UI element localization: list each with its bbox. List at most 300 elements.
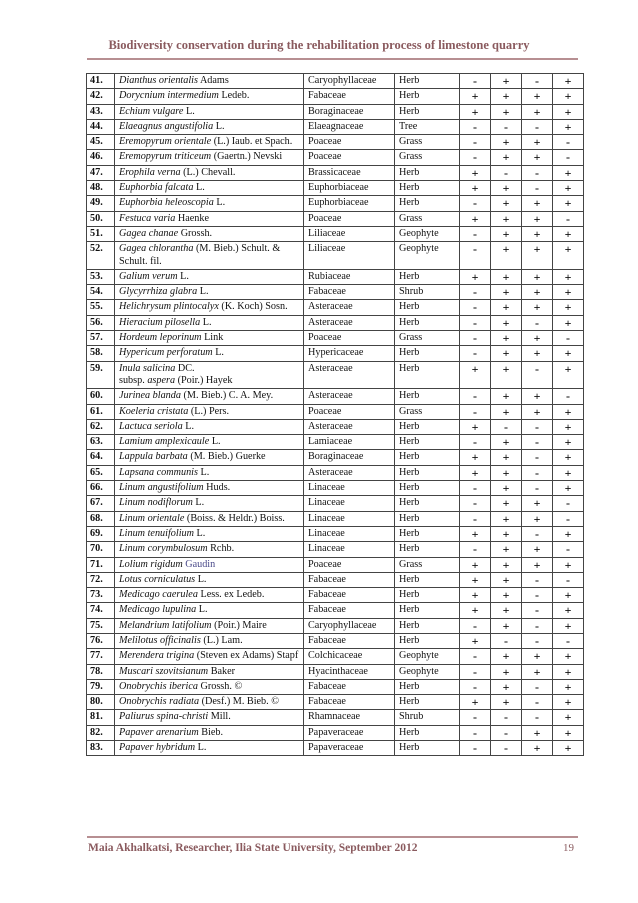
species-binomial: Linum nodiflorum: [119, 497, 193, 509]
presence-mark-2: +: [491, 269, 522, 284]
presence-mark-4: +: [553, 104, 584, 119]
species-name-cell: [115, 389, 304, 404]
presence-mark-4: +: [553, 361, 584, 389]
presence-mark-3: -: [522, 165, 553, 180]
presence-mark-2: +: [491, 664, 522, 679]
species-name-cell: [115, 572, 304, 587]
species-name-cell: [115, 557, 304, 572]
presence-mark-4: +: [553, 435, 584, 450]
life-form-cell: Geophyte: [395, 226, 460, 241]
table-row: [87, 618, 584, 633]
species-name-cell: [115, 633, 304, 648]
family-cell: Boraginaceae: [304, 450, 395, 465]
presence-mark-2: +: [491, 361, 522, 389]
species-binomial: Galium verum: [119, 270, 178, 282]
life-form-cell: Herb: [395, 435, 460, 450]
species-binomial: Euphorbia heleoscopia: [119, 197, 214, 209]
presence-mark-1: -: [460, 196, 491, 211]
table-row: [87, 725, 584, 740]
presence-mark-1: -: [460, 135, 491, 150]
presence-mark-2: +: [491, 389, 522, 404]
species-binomial: Paliurus spina-christi: [119, 711, 209, 723]
species-binomial: Koeleria cristata: [119, 405, 189, 417]
life-form-cell: Grass: [395, 150, 460, 165]
species-name-cell: [115, 74, 304, 89]
life-form-cell: Herb: [395, 465, 460, 480]
presence-mark-3: +: [522, 741, 553, 756]
species-name-cell: [115, 679, 304, 694]
presence-mark-2: +: [491, 557, 522, 572]
table-row: [87, 419, 584, 434]
species-binomial: Lolium rigidum: [119, 558, 183, 570]
species-name-cell: [115, 435, 304, 450]
species-binomial: Helichrysum plintocalyx: [119, 301, 219, 313]
table-row: [87, 741, 584, 756]
presence-mark-1: -: [460, 481, 491, 496]
row-number: 55.: [87, 300, 115, 315]
family-cell: Poaceae: [304, 135, 395, 150]
species-authority: (L.) Lam.: [200, 634, 243, 646]
presence-mark-4: -: [553, 211, 584, 226]
presence-mark-3: +: [522, 269, 553, 284]
family-cell: Papaveraceae: [304, 725, 395, 740]
table-row: [87, 496, 584, 511]
presence-mark-3: -: [522, 465, 553, 480]
species-authority: (M. Bieb.) Schult. & Schult. fil.: [119, 243, 281, 267]
species-authority: (L.) Chevall.: [180, 166, 236, 178]
family-cell: Asteraceae: [304, 361, 395, 389]
species-binomial: Papaver hybridum: [119, 742, 196, 754]
row-number: 62.: [87, 419, 115, 434]
species-binomial: Hieracium pilosella: [119, 316, 201, 328]
presence-mark-2: -: [491, 419, 522, 434]
species-authority: L.: [182, 420, 194, 432]
presence-mark-4: +: [553, 346, 584, 361]
presence-mark-1: +: [460, 269, 491, 284]
presence-mark-3: -: [522, 450, 553, 465]
row-number: 76.: [87, 633, 115, 648]
species-authority: L.: [192, 497, 205, 509]
presence-mark-1: +: [460, 557, 491, 572]
species-authority: Grossh.: [178, 227, 213, 239]
presence-mark-4: +: [553, 242, 584, 270]
row-number: 70.: [87, 542, 115, 557]
table-row: [87, 135, 584, 150]
species-authority: L.: [183, 105, 195, 117]
presence-mark-2: +: [491, 74, 522, 89]
species-binomial: Inula salicina: [119, 362, 176, 374]
row-number: 58.: [87, 346, 115, 361]
presence-mark-3: +: [522, 725, 553, 740]
species-binomial: Hypericum perforatum: [119, 347, 213, 359]
species-authority: Grossh. ©: [197, 680, 243, 692]
row-number: 80.: [87, 695, 115, 710]
family-cell: Asteraceae: [304, 300, 395, 315]
family-cell: Boraginaceae: [304, 104, 395, 119]
species-binomial: Medicago lupulina: [119, 604, 197, 616]
presence-mark-2: +: [491, 603, 522, 618]
presence-mark-4: +: [553, 89, 584, 104]
table-row: [87, 588, 584, 603]
family-cell: Colchicaceae: [304, 649, 395, 664]
presence-mark-1: +: [460, 526, 491, 541]
family-cell: Linaceae: [304, 496, 395, 511]
species-name-cell: [115, 404, 304, 419]
presence-mark-4: +: [553, 526, 584, 541]
family-cell: Poaceae: [304, 557, 395, 572]
presence-mark-3: +: [522, 285, 553, 300]
presence-mark-4: +: [553, 725, 584, 740]
species-name-cell: [115, 419, 304, 434]
life-form-cell: Herb: [395, 346, 460, 361]
presence-mark-2: +: [491, 526, 522, 541]
species-name-cell: [115, 710, 304, 725]
presence-mark-3: +: [522, 511, 553, 526]
presence-mark-1: +: [460, 450, 491, 465]
family-cell: Poaceae: [304, 211, 395, 226]
species-name-cell: [115, 346, 304, 361]
row-number: 79.: [87, 679, 115, 694]
species-authority: L.: [197, 466, 210, 478]
presence-mark-3: -: [522, 603, 553, 618]
row-number: 57.: [87, 331, 115, 346]
presence-mark-4: +: [553, 181, 584, 196]
presence-mark-1: -: [460, 404, 491, 419]
presence-mark-1: -: [460, 119, 491, 134]
life-form-cell: Grass: [395, 557, 460, 572]
row-number: 59.: [87, 361, 115, 389]
presence-mark-3: -: [522, 679, 553, 694]
presence-mark-1: +: [460, 695, 491, 710]
presence-mark-1: +: [460, 165, 491, 180]
presence-mark-4: +: [553, 465, 584, 480]
presence-mark-1: +: [460, 211, 491, 226]
species-authority: Rchb.: [207, 543, 235, 555]
species-binomial: Lappula barbata: [119, 451, 188, 463]
presence-mark-2: +: [491, 211, 522, 226]
row-number: 67.: [87, 496, 115, 511]
species-name-cell: [115, 481, 304, 496]
species-binomial: Onobrychis iberica: [119, 680, 198, 692]
species-binomial: Jurinea blanda: [119, 390, 181, 402]
species-binomial: Eremopyrum triticeum: [119, 151, 212, 163]
row-number: 63.: [87, 435, 115, 450]
presence-mark-3: +: [522, 649, 553, 664]
row-number: 42.: [87, 89, 115, 104]
life-form-cell: Herb: [395, 269, 460, 284]
page-footer: Maia Akhalkatsi, Researcher, Ilia State University, September 2012: [88, 842, 418, 854]
presence-mark-2: +: [491, 695, 522, 710]
family-cell: Poaceae: [304, 404, 395, 419]
species-binomial: Eremopyrum orientale: [119, 136, 212, 148]
species-name-cell: [115, 588, 304, 603]
presence-mark-2: +: [491, 285, 522, 300]
species-name-cell: [115, 511, 304, 526]
presence-mark-3: -: [522, 435, 553, 450]
presence-mark-2: +: [491, 135, 522, 150]
table-row: [87, 389, 584, 404]
species-authority: L.: [213, 197, 226, 209]
presence-mark-2: +: [491, 346, 522, 361]
presence-mark-4: +: [553, 196, 584, 211]
presence-mark-1: -: [460, 242, 491, 270]
species-name-cell: [115, 664, 304, 679]
presence-mark-3: +: [522, 242, 553, 270]
presence-mark-3: -: [522, 572, 553, 587]
species-binomial: Melilotus officinalis: [119, 634, 201, 646]
presence-mark-3: -: [522, 74, 553, 89]
life-form-cell: Herb: [395, 725, 460, 740]
presence-mark-2: +: [491, 331, 522, 346]
row-number: 48.: [87, 181, 115, 196]
family-cell: Fabaceae: [304, 695, 395, 710]
row-number: 75.: [87, 618, 115, 633]
presence-mark-4: +: [553, 450, 584, 465]
family-cell: Linaceae: [304, 542, 395, 557]
family-cell: Papaveraceae: [304, 741, 395, 756]
life-form-cell: Shrub: [395, 710, 460, 725]
row-number: 68.: [87, 511, 115, 526]
presence-mark-2: +: [491, 481, 522, 496]
row-number: 72.: [87, 572, 115, 587]
family-cell: Linaceae: [304, 481, 395, 496]
presence-mark-2: -: [491, 165, 522, 180]
life-form-cell: Grass: [395, 211, 460, 226]
presence-mark-1: +: [460, 361, 491, 389]
table-row: [87, 226, 584, 241]
species-name-cell: [115, 165, 304, 180]
presence-mark-1: +: [460, 465, 491, 480]
row-number: 64.: [87, 450, 115, 465]
presence-mark-1: -: [460, 741, 491, 756]
table-row: [87, 633, 584, 648]
presence-mark-3: +: [522, 404, 553, 419]
presence-mark-4: +: [553, 269, 584, 284]
presence-mark-3: +: [522, 211, 553, 226]
life-form-cell: Herb: [395, 419, 460, 434]
presence-mark-4: -: [553, 496, 584, 511]
row-number: 54.: [87, 285, 115, 300]
row-number: 52.: [87, 242, 115, 270]
presence-mark-1: +: [460, 633, 491, 648]
family-cell: Euphorbiaceae: [304, 196, 395, 211]
presence-mark-1: -: [460, 74, 491, 89]
row-number: 43.: [87, 104, 115, 119]
species-binomial: Merendera trigina: [119, 650, 195, 662]
family-cell: Euphorbiaceae: [304, 181, 395, 196]
presence-mark-4: +: [553, 557, 584, 572]
presence-mark-3: +: [522, 346, 553, 361]
presence-mark-3: -: [522, 710, 553, 725]
family-cell: Linaceae: [304, 526, 395, 541]
family-cell: Fabaceae: [304, 588, 395, 603]
species-authority: L.: [195, 742, 207, 754]
life-form-cell: Herb: [395, 181, 460, 196]
species-authority: Bieb.: [198, 726, 224, 738]
presence-mark-1: +: [460, 89, 491, 104]
species-authority: L.: [197, 286, 209, 298]
table-row: [87, 119, 584, 134]
presence-mark-3: +: [522, 135, 553, 150]
table-row: [87, 242, 584, 270]
presence-mark-1: -: [460, 496, 491, 511]
species-authority: Huds.: [203, 482, 231, 494]
species-binomial: Linum angustifolium: [119, 482, 204, 494]
presence-mark-1: -: [460, 300, 491, 315]
species-name-cell: [115, 542, 304, 557]
species-authority: DC.: [175, 362, 195, 374]
presence-mark-4: +: [553, 226, 584, 241]
family-cell: Asteraceae: [304, 465, 395, 480]
presence-mark-1: +: [460, 419, 491, 434]
species-authority: Baker: [208, 665, 236, 677]
presence-mark-4: -: [553, 331, 584, 346]
row-number: 41.: [87, 74, 115, 89]
presence-mark-4: +: [553, 300, 584, 315]
presence-mark-2: +: [491, 511, 522, 526]
presence-mark-1: -: [460, 435, 491, 450]
species-name-cell: [115, 211, 304, 226]
life-form-cell: Herb: [395, 496, 460, 511]
species-authority: Less. ex Ledeb.: [197, 589, 265, 601]
species-authority: (Poir.) Maire: [211, 619, 267, 631]
species-binomial: Lamium amplexicaule: [119, 436, 210, 448]
species-name-cell: [115, 135, 304, 150]
table-row: [87, 542, 584, 557]
presence-mark-2: +: [491, 618, 522, 633]
presence-mark-3: -: [522, 618, 553, 633]
row-number: 78.: [87, 664, 115, 679]
row-number: 44.: [87, 119, 115, 134]
row-number: 71.: [87, 557, 115, 572]
row-number: 53.: [87, 269, 115, 284]
presence-mark-2: -: [491, 710, 522, 725]
presence-mark-3: +: [522, 89, 553, 104]
presence-mark-4: +: [553, 649, 584, 664]
species-binomial: Euphorbia falcata: [119, 182, 194, 194]
presence-mark-3: -: [522, 526, 553, 541]
presence-mark-3: -: [522, 119, 553, 134]
family-cell: Elaeagnaceae: [304, 119, 395, 134]
presence-mark-2: +: [491, 465, 522, 480]
subspecies-rank: subsp.: [119, 374, 148, 386]
life-form-cell: Herb: [395, 389, 460, 404]
header-rule: [87, 58, 578, 60]
table-row: [87, 710, 584, 725]
presence-mark-2: +: [491, 450, 522, 465]
presence-mark-2: +: [491, 150, 522, 165]
species-binomial: Medicago caerulea: [119, 589, 198, 601]
species-name-cell: [115, 618, 304, 633]
species-binomial: Elaeagnus angustifolia: [119, 120, 214, 132]
presence-mark-1: +: [460, 603, 491, 618]
species-binomial: Melandrium latifolium: [119, 619, 212, 631]
life-form-cell: Herb: [395, 526, 460, 541]
life-form-cell: Herb: [395, 74, 460, 89]
species-binomial: Erophila verna: [119, 166, 181, 178]
footer-rule: [87, 836, 578, 838]
presence-mark-2: +: [491, 226, 522, 241]
presence-mark-4: +: [553, 603, 584, 618]
life-form-cell: Geophyte: [395, 242, 460, 270]
table-row: [87, 526, 584, 541]
species-authority: L.: [200, 316, 212, 328]
species-binomial: Linum corymbulosum: [119, 543, 208, 555]
species-authority: L.: [212, 347, 224, 359]
presence-mark-4: -: [553, 542, 584, 557]
life-form-cell: Herb: [395, 511, 460, 526]
life-form-cell: Herb: [395, 741, 460, 756]
table-row: [87, 404, 584, 419]
presence-mark-2: +: [491, 404, 522, 419]
presence-mark-4: +: [553, 74, 584, 89]
species-name-cell: [115, 242, 304, 270]
species-table-body: [87, 74, 584, 756]
species-binomial: Dianthus orientalis: [119, 75, 198, 86]
row-number: 82.: [87, 725, 115, 740]
table-row: [87, 557, 584, 572]
table-row: [87, 649, 584, 664]
table-row: [87, 511, 584, 526]
species-binomial: Lotus corniculatus: [119, 573, 196, 585]
presence-mark-2: +: [491, 649, 522, 664]
species-authority: Adams: [197, 75, 229, 86]
life-form-cell: Herb: [395, 603, 460, 618]
species-name-cell: [115, 300, 304, 315]
life-form-cell: Herb: [395, 315, 460, 330]
presence-mark-1: -: [460, 710, 491, 725]
life-form-cell: Herb: [395, 361, 460, 389]
row-number: 56.: [87, 315, 115, 330]
table-row: [87, 450, 584, 465]
family-cell: Asteraceae: [304, 419, 395, 434]
presence-mark-4: +: [553, 481, 584, 496]
species-authority: (Boiss. & Heldr.) Boiss.: [184, 512, 285, 524]
presence-mark-3: +: [522, 557, 553, 572]
table-row: [87, 269, 584, 284]
presence-mark-1: +: [460, 181, 491, 196]
species-authority: Ledeb.: [218, 90, 250, 102]
presence-mark-1: +: [460, 588, 491, 603]
species-name-cell: [115, 89, 304, 104]
species-authority: Link: [201, 332, 224, 344]
species-binomial: Papaver arenarium: [119, 726, 199, 738]
presence-mark-4: -: [553, 633, 584, 648]
table-row: [87, 331, 584, 346]
presence-mark-1: -: [460, 679, 491, 694]
species-authority: Gaudin: [182, 558, 216, 570]
species-name-cell: [115, 450, 304, 465]
presence-mark-3: -: [522, 588, 553, 603]
presence-mark-4: +: [553, 618, 584, 633]
species-binomial: Festuca varia: [119, 212, 176, 224]
family-cell: Linaceae: [304, 511, 395, 526]
species-name-cell: [115, 649, 304, 664]
row-number: 51.: [87, 226, 115, 241]
presence-mark-4: +: [553, 315, 584, 330]
presence-mark-3: +: [522, 331, 553, 346]
presence-mark-4: +: [553, 710, 584, 725]
presence-mark-2: +: [491, 104, 522, 119]
presence-mark-1: -: [460, 226, 491, 241]
table-row: [87, 679, 584, 694]
row-number: 50.: [87, 211, 115, 226]
presence-mark-4: -: [553, 511, 584, 526]
presence-mark-2: +: [491, 181, 522, 196]
species-authority: Haenke: [175, 212, 209, 224]
species-name-cell: [115, 695, 304, 710]
species-name-cell: [115, 119, 304, 134]
